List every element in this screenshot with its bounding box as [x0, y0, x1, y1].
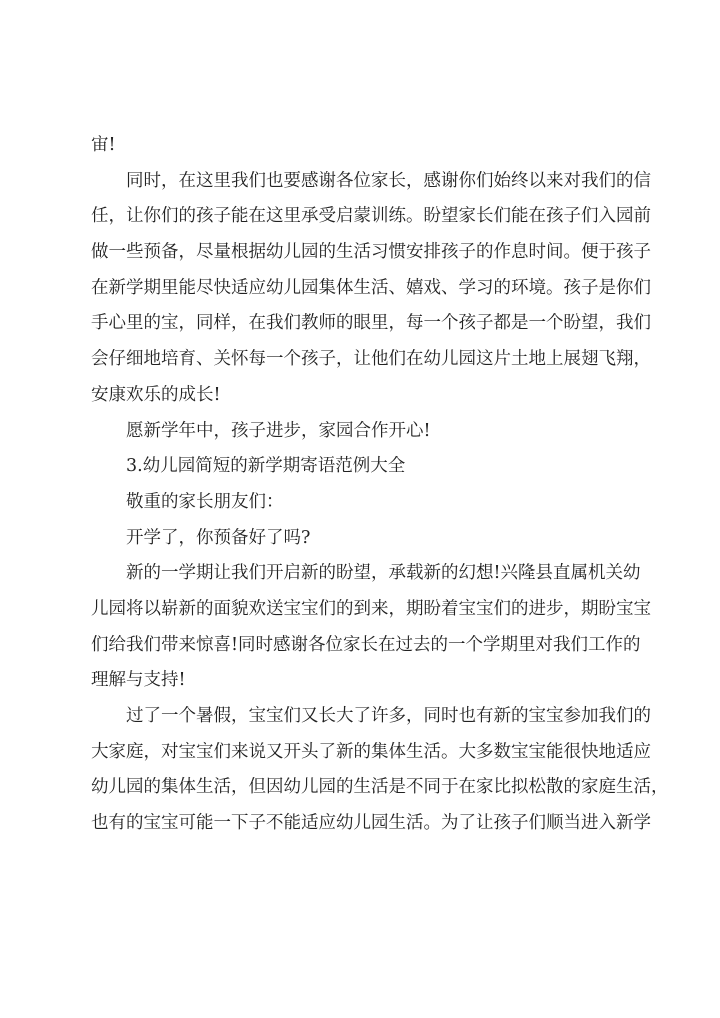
text-line-6: 手心里的宝，同样，在我们教师的眼里，每一个孩子都是一个盼望，我们 [91, 313, 651, 334]
text-line-8: 安康欢乐的成长! [91, 384, 221, 405]
text-line-3: 任，让你们的孩子能在这里承受启蒙训练。盼望家长们能在孩子们入园前 [91, 206, 651, 227]
text-line-20: 也有的宝宝可能一下子不能适应幼儿园生活。为了让孩子们顺当进入新学 [91, 813, 651, 834]
text-line-1: 宙! [91, 135, 116, 155]
text-line-16: 理解与支持! [91, 670, 186, 691]
text-line-13: 新的一学期让我们开启新的盼望，承载新的幻想!兴隆县直属机关幼 [126, 563, 641, 584]
text-line-9: 愿新学年中，孩子进步，家园合作开心! [126, 420, 431, 441]
text-line-7: 会仔细地培育、关怀每一个孩子，让他们在幼儿园这片土地上展翅飞翔， [91, 349, 651, 370]
salutation: 敬重的家长朋友们： [126, 491, 284, 512]
section-heading: 3.幼儿园简短的新学期寄语范例大全 [126, 456, 406, 477]
text-line-5: 在新学期里能尽快适应幼儿园集体生活、嬉戏、学习的环境。孩子是你们 [91, 277, 651, 298]
text-line-19: 幼儿园的集体生活，但因幼儿园的生活是不同于在家比拟松散的家庭生活， [91, 777, 669, 798]
text-line-17: 过了一个暑假，宝宝们又长大了许多，同时也有新的宝宝参加我们的 [126, 706, 651, 726]
text-line-2: 同时，在这里我们也要感谢各位家长，感谢你们始终以来对我们的信 [126, 170, 651, 191]
text-line-14: 儿园将以崭新的面貌欢送宝宝们的到来，期盼着宝宝们的进步，期盼宝宝 [91, 598, 651, 619]
text-line-15: 们给我们带来惊喜!同时感谢各位家长在过去的一个学期里对我们工作的 [91, 634, 641, 655]
text-line-18: 大家庭，对宝宝们来说又开头了新的集体生活。大多数宝宝能很快地适应 [91, 741, 651, 762]
text-line-12: 开学了，你预备好了吗? [126, 527, 311, 548]
text-line-4: 做一些预备，尽量根据幼儿园的生活习惯安排孩子的作息时间。便于孩子 [91, 242, 651, 263]
document-body [91, 128, 669, 842]
